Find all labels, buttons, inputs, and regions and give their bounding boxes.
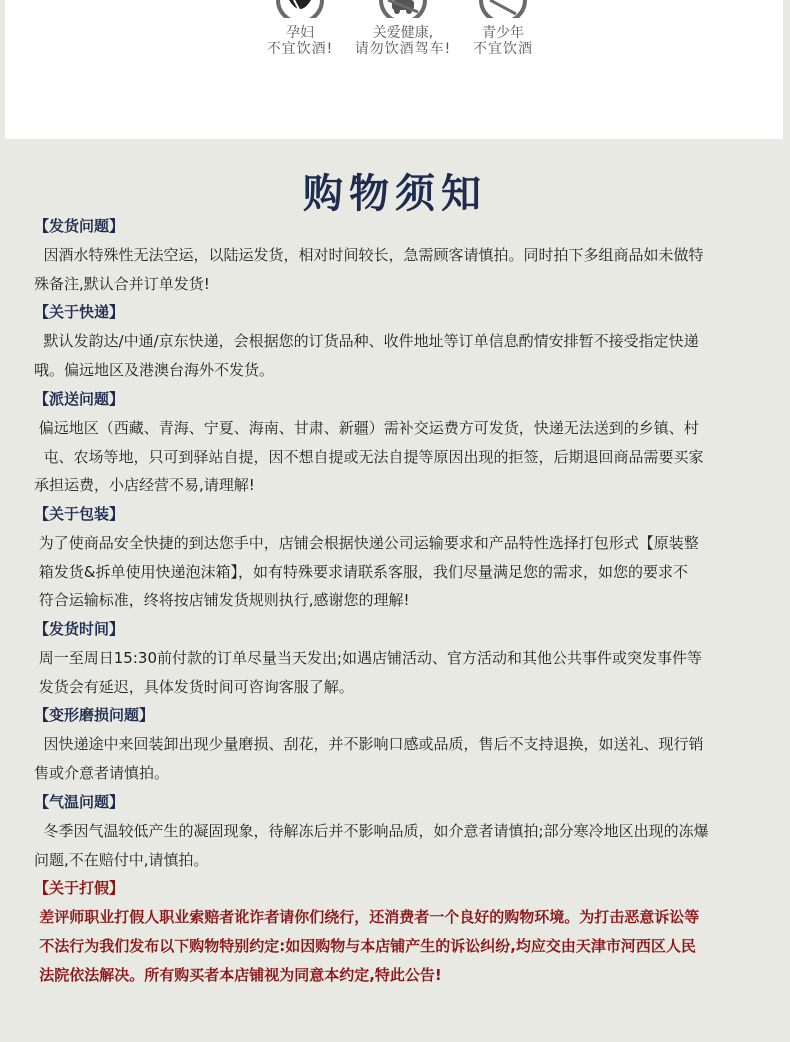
pregnant-no-alcohol-icon: [275, 0, 325, 18]
warning-minors: [463, 0, 543, 57]
shopping-notice: [0, 148, 790, 1042]
warning-line-1: 关爱健康,: [372, 25, 434, 41]
notice-section: [34, 874, 754, 989]
warning-line-2: 不宜饮酒!: [266, 41, 334, 57]
section-title: 【关于包装】: [34, 504, 125, 523]
section-body: [34, 414, 754, 500]
section-line: 承担运费，小店经营不易,请理解!: [34, 476, 255, 495]
warning-line-1: 青少年: [482, 25, 524, 41]
notice-section: [34, 298, 754, 384]
section-title: 【关于快递】: [34, 303, 125, 322]
section-body: [34, 327, 754, 384]
warning-line-1: 孕妇: [286, 25, 314, 41]
section-title: 【变形磨损问题】: [34, 706, 155, 725]
section-line: 售或介意者请慎拍。: [34, 764, 170, 783]
section-line: 符合运输标准，终将按店铺发货规则执行,感谢您的理解!: [34, 591, 410, 610]
section-title: 【气温问题】: [34, 792, 125, 811]
section-body: [34, 730, 754, 787]
warning-drunk-driving: [343, 0, 463, 57]
section-body: [34, 644, 754, 701]
section-line: 为了使商品安全快捷的到达您手中，店铺会根据快递公司运输要求和产品特性选择打包形式【原装整: [34, 533, 699, 552]
section-line: 不法行为我们发布以下购物特别约定:如因购物与本店铺产生的诉讼纠纷,均应交由天津市河西区人民: [34, 936, 696, 955]
section-title: 【派送问题】: [34, 389, 125, 408]
notice-section: [34, 385, 754, 500]
no-drunk-driving-icon: [378, 0, 428, 18]
section-body: [34, 529, 754, 615]
warning-card: [5, 0, 783, 139]
section-line: 因酒水特殊性无法空运，以陆运发货，相对时间较长，急需顾客请慎拍。同时拍下多组商品如未做特: [34, 246, 704, 264]
warning-line-2: 不宜饮酒: [473, 41, 533, 57]
section-title: 【关于打假】: [34, 879, 125, 898]
section-line: 屯、农场等地，只可到驿站自提，因不想自提或无法自提等原因出现的拒签，后期退回商品需要买家: [34, 447, 704, 466]
notice-title: 购物须知: [303, 170, 487, 217]
section-line: 冬季因气温较低产生的凝固现象，待解冻后并不影响品质，如介意者请慎拍;部分寒冷地区出现的冻爆: [34, 821, 709, 840]
section-line: 法院依法解决。所有购买者本店铺视为同意本约定,特此公告!: [34, 965, 442, 984]
section-body: [34, 903, 754, 989]
notice-section: [34, 615, 754, 701]
warning-pregnant: [255, 0, 345, 57]
notice-section: [34, 500, 754, 615]
section-title: 【发货问题】: [34, 217, 125, 235]
notice-section: [34, 212, 754, 298]
notice-section: [34, 788, 754, 874]
warning-line-2: 请勿饮酒驾车!: [354, 41, 452, 57]
section-line: 偏远地区（西藏、青海、宁夏、海南、甘肃、新疆）需补交运费方可发货，快递无法送到的乡镇、村: [34, 418, 699, 437]
section-line: 因快递途中来回装卸出现少量磨损、刮花，并不影响口感或品质，售后不支持退换，如送礼、现行销: [34, 735, 704, 754]
section-line: 殊备注,默认合并订单发货!: [34, 274, 210, 293]
section-line: 周一至周日15:30前付款的订单尽量当天发出;如遇店铺活动、官方活动和其他公共事件或突发事件等: [34, 649, 703, 668]
section-line: 箱发货&拆单使用快递泡沫箱】，如有特殊要求请联系客服，我们尽量满足您的需求，如您的要求不: [34, 562, 688, 581]
section-body: [34, 241, 754, 298]
section-body: [34, 817, 754, 874]
notice-section: [34, 701, 754, 787]
section-line: 问题,不在赔付中,请慎拍。: [34, 850, 209, 869]
section-title: 【发货时间】: [34, 620, 125, 639]
section-line: 哦。偏远地区及港澳台海外不发货。: [34, 361, 275, 380]
section-line: 发货会有延迟，具体发货时间可咨询客服了解。: [34, 677, 354, 696]
section-line: 默认发韵达/中通/京东快递，会根据您的订货品种、收件地址等订单信息酌情安排暂不接受指定快递: [34, 332, 699, 351]
no-minors-alcohol-icon: [478, 0, 528, 18]
section-line: 差评师职业打假人职业索赔者讹诈者请你们绕行，还消费者一个良好的购物环境。为打击恶意诉讼等: [34, 908, 700, 927]
notice-sections: [34, 212, 754, 989]
